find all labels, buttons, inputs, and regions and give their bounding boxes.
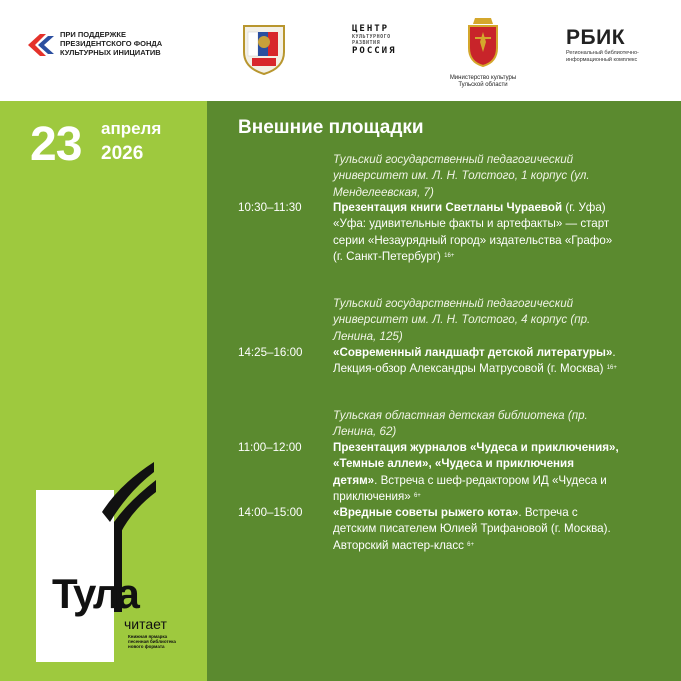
age-rating: 16+ xyxy=(606,365,617,372)
venue-2: Тульский государственный педагогический университет им. Л. Н. Толстого, 4 корпус (пр. Ленина, 125) xyxy=(333,297,591,343)
event-time: 11:00–12:00 xyxy=(238,441,302,454)
age-rating: 6+ xyxy=(467,541,474,548)
event-4 xyxy=(238,505,628,555)
center-logo-line2: КУЛЬТУРНОГО РАЗВИТИЯ xyxy=(352,34,391,46)
event-title: Презентация журналов «Чудеса и приключения», «Темные аллеи», «Чудеса и приключения детям» xyxy=(333,441,619,487)
festival-logo xyxy=(36,462,196,662)
date-day: 23 xyxy=(30,118,82,171)
event-description xyxy=(333,505,621,554)
event-title: «Современный ландшафт детской литературы» xyxy=(333,346,613,359)
header-bar xyxy=(0,0,681,101)
center-logo-line3: РОССИЯ xyxy=(352,46,397,56)
page-title: Внешние площадки xyxy=(238,117,424,138)
event-time: 14:25–16:00 xyxy=(238,346,303,359)
ministry-caption: Министерство культуры Тульской области xyxy=(449,75,517,88)
rbik-logo xyxy=(566,26,661,76)
age-rating: 16+ xyxy=(444,252,455,259)
event-title: Презентация книги Светланы Чураевой xyxy=(333,201,563,214)
event-2 xyxy=(238,345,628,395)
festival-logo-graphic xyxy=(36,462,196,662)
event-text: (г. Уфа) «Уфа: удивительные факты и артефакты» — старт серии «Незаурядный город» издательства «Графо» (г. Санкт-Петербург) xyxy=(333,201,613,263)
event-text: . Лекция-обзор Александры Матрусовой (г. Москва) xyxy=(333,346,616,376)
event-description xyxy=(333,345,621,378)
event-text: . Встреча с детским писателем Юлией Трифановой (г. Москва). Авторский мастер-класс xyxy=(333,506,611,552)
center-logo-line1: ЦЕНТР xyxy=(352,24,390,34)
pfki-text: ПРИ ПОДДЕРЖКЕ ПРЕЗИДЕНТСКОГО ФОНДА КУЛЬТУРНЫХ ИНИЦИАТИВ xyxy=(60,30,163,57)
pfki-logo-icon xyxy=(26,32,56,58)
pfki-logo xyxy=(26,28,186,68)
event-description xyxy=(333,440,621,505)
rbik-title: РБИК xyxy=(566,26,626,49)
event-title: «Вредные советы рыжего кота» xyxy=(333,506,519,519)
date-year: 2026 xyxy=(101,143,144,164)
venue-3: Тульская областная детская библиотека (пр. Ленина, 62) xyxy=(333,409,588,439)
rbik-subtitle: Региональный библиотечно- информационный комплекс xyxy=(566,50,639,63)
center-russia-logo xyxy=(352,24,407,69)
event-time: 14:00–15:00 xyxy=(238,506,303,519)
tula-coat-of-arms-icon xyxy=(463,16,503,68)
venue-1: Тульский государственный педагогический университет им. Л. Н. Толстого, 1 корпус (ул. Менделеевская, 7) xyxy=(333,153,590,199)
cultural-heritage-crest-icon xyxy=(240,22,288,76)
festival-title: Тула xyxy=(52,570,137,617)
age-rating: 6+ xyxy=(413,492,421,499)
ministry-logo xyxy=(438,16,528,96)
festival-subtitle: читает xyxy=(124,616,167,632)
festival-caption: Книжная ярмарка песенная библиотека нового формата xyxy=(128,634,176,649)
event-description xyxy=(333,200,621,265)
date-month: апреля xyxy=(101,119,162,138)
event-3 xyxy=(238,440,628,506)
event-1 xyxy=(238,200,628,282)
event-time: 10:30–11:30 xyxy=(238,201,302,214)
event-text: . Встреча с шеф-редактором ИД «Чудеса и приключения» xyxy=(333,473,607,503)
